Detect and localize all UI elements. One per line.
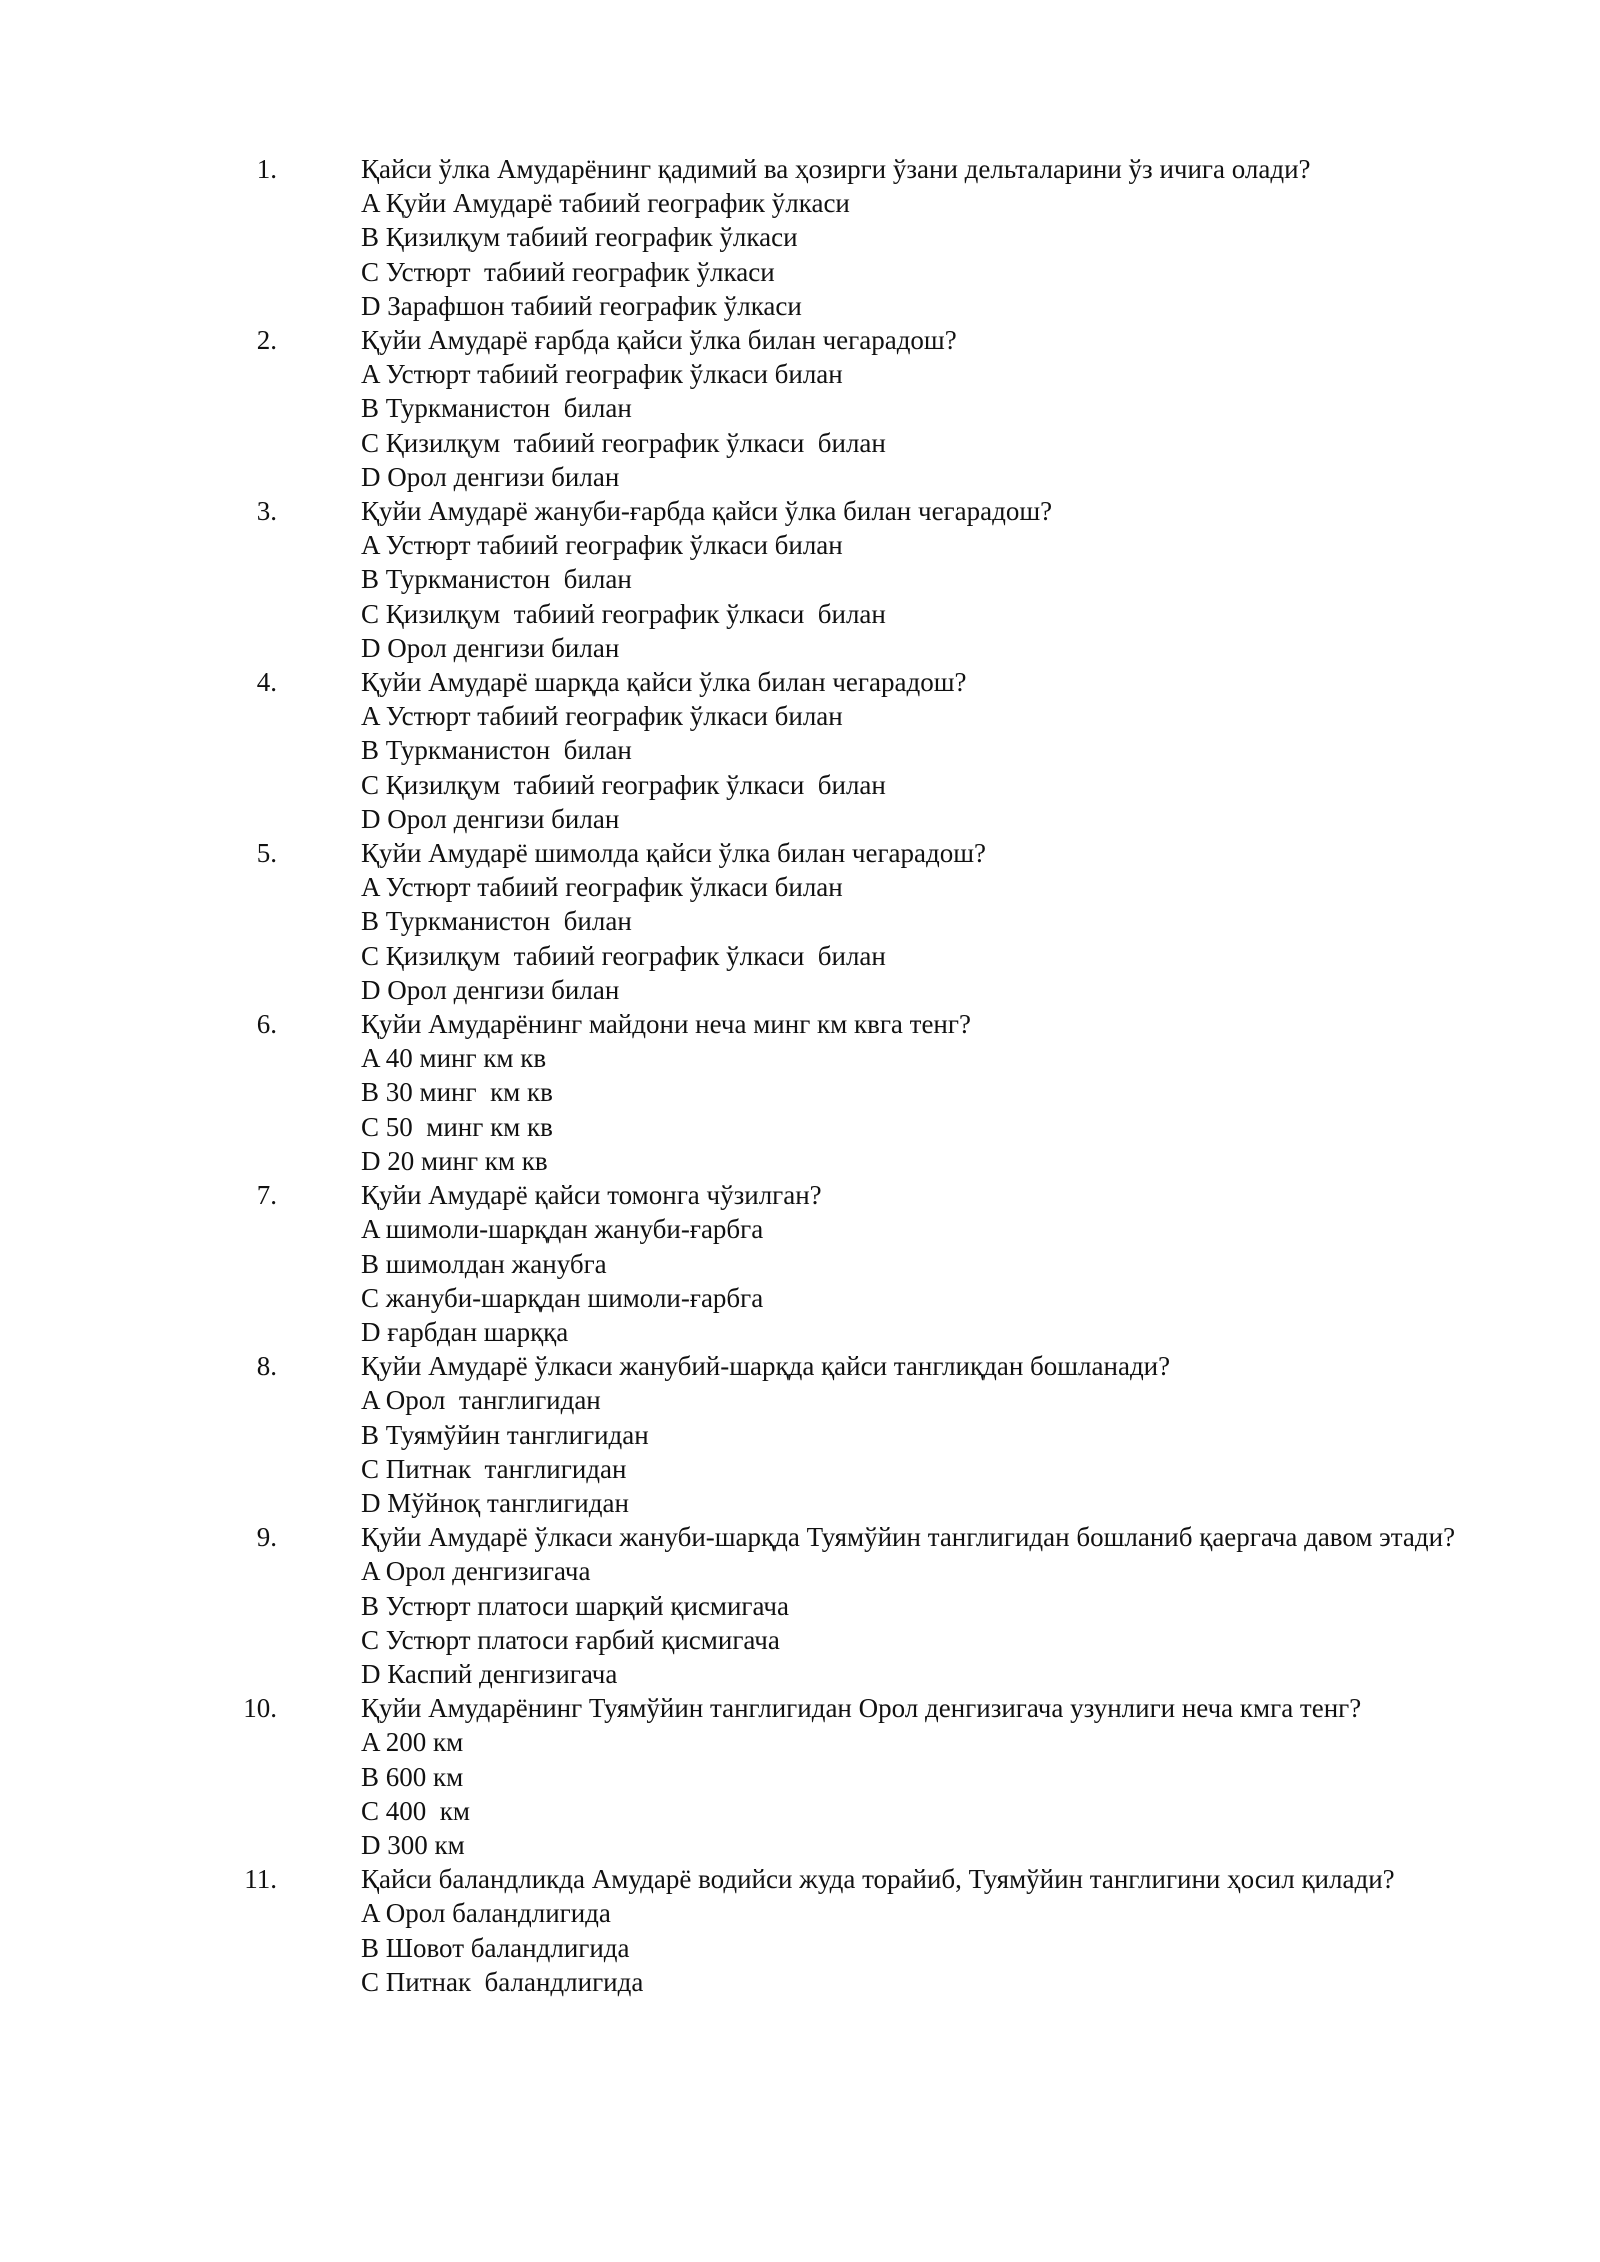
- answer-option: B Туркманистон билан: [361, 564, 632, 595]
- answer-option: A Устюрт табиий географик ўлкаси билан: [361, 701, 843, 732]
- question-text: Қуйи Амударёнинг майдони неча минг км квга тенг?: [361, 1009, 971, 1040]
- question-text: Қуйи Амударё жануби-ғарбда қайси ўлка билан чегарадош?: [361, 496, 1053, 527]
- answer-option: C жануби-шарқдан шимоли-ғарбга: [361, 1282, 764, 1313]
- answer-option: B Туямўйин танглигидан: [361, 1419, 649, 1450]
- answer-option: A Қуйи Амударё табиий географик ўлкаси: [361, 188, 850, 219]
- question-item: [0, 1178, 1600, 1349]
- question-body: [361, 152, 1462, 323]
- question-number: 10.: [243, 1693, 277, 1724]
- question-item: [0, 1007, 1600, 1178]
- question-body: [361, 1007, 1462, 1178]
- question-item: [0, 323, 1600, 494]
- question-item: [0, 494, 1600, 665]
- answer-option: D Каспий денгизигача: [361, 1658, 618, 1689]
- answer-option: D Орол денгизи билан: [361, 632, 620, 663]
- answer-option: C Қизилқум табиий географик ўлкаси билан: [361, 769, 886, 800]
- answer-option: C Қизилқум табиий географик ўлкаси билан: [361, 940, 886, 971]
- answer-option: B 30 минг км кв: [361, 1077, 553, 1108]
- answer-option: D Зарафшон табиий географик ўлкаси: [361, 290, 802, 321]
- question-item: [0, 1691, 1600, 1862]
- answer-option: A 40 минг км кв: [361, 1043, 547, 1074]
- answer-option: D Мўйноқ танглигидан: [361, 1487, 629, 1518]
- answer-option: C Қизилқум табиий географик ўлкаси билан: [361, 598, 886, 629]
- question-body: [361, 665, 1462, 836]
- question-text: Қуйи Амударё шимолда қайси ўлка билан чегарадош?: [361, 838, 987, 869]
- answer-option: A Орол баландлигида: [361, 1898, 611, 1929]
- question-number: 1.: [256, 154, 277, 184]
- question-item: [0, 1349, 1600, 1520]
- answer-option: D ғарбдан шарққа: [361, 1316, 569, 1347]
- question-number: 2.: [256, 325, 277, 356]
- question-item: [0, 152, 1600, 323]
- question-item: [0, 1520, 1600, 1691]
- answer-option: B Шовот баландлигида: [361, 1932, 630, 1963]
- answer-option: C Устюрт платоси ғарбий қисмигача: [361, 1624, 780, 1655]
- answer-option: A Орол танглигидан: [361, 1385, 601, 1416]
- answer-option: B Устюрт платоси шарқий қисмигача: [361, 1590, 789, 1621]
- answer-option: D Орол денгизи билан: [361, 974, 620, 1005]
- question-body: [361, 494, 1462, 665]
- answer-option: C Питнак танглигидан: [361, 1453, 627, 1484]
- question-list: [0, 152, 1600, 1999]
- question-number: 9.: [256, 1522, 277, 1553]
- question-item: [0, 665, 1600, 836]
- answer-option: C 400 км: [361, 1795, 470, 1826]
- answer-option: C 50 минг км кв: [361, 1111, 553, 1142]
- answer-option: C Питнак баландлигида: [361, 1966, 644, 1997]
- answer-option: D 20 минг км кв: [361, 1145, 548, 1176]
- question-number: 11.: [244, 1864, 277, 1895]
- question-text: Қайси баландликда Амударё водийси жуда торайиб, Туямўйин танглигини ҳосил қилади?: [361, 1864, 1395, 1895]
- question-number: 3.: [256, 496, 277, 527]
- question-number: 4.: [256, 667, 277, 698]
- question-body: [361, 1349, 1462, 1520]
- question-number: 5.: [256, 838, 277, 869]
- question-item: [0, 836, 1600, 1007]
- question-text: Қуйи Амударё шарқда қайси ўлка билан чегарадош?: [361, 667, 967, 698]
- question-number: 8.: [256, 1351, 277, 1382]
- answer-option: B Туркманистон билан: [361, 393, 632, 424]
- question-body: [361, 836, 1462, 1007]
- answer-option: A Орол денгизигача: [361, 1556, 591, 1587]
- question-number: 6.: [256, 1009, 277, 1040]
- question-text: Қуйи Амударё ғарбда қайси ўлка билан чегарадош?: [361, 325, 957, 356]
- question-text: Қайси ўлка Амударёнинг қадимий ва ҳозирги ўзани дельталарини ўз ичига олади?: [361, 154, 1311, 184]
- answer-option: B шимолдан жанубга: [361, 1248, 607, 1279]
- answer-option: A 200 км: [361, 1727, 464, 1758]
- answer-option: A Устюрт табиий географик ўлкаси билан: [361, 530, 843, 561]
- answer-option: A шимоли-шарқдан жануби-ғарбга: [361, 1214, 764, 1245]
- question-text: Қуйи Амударё ўлкаси жанубий-шарқда қайси танглиқдан бошланади?: [361, 1351, 1171, 1382]
- answer-option: A Устюрт табиий географик ўлкаси билан: [361, 359, 843, 390]
- answer-option: D Орол денгизи билан: [361, 803, 620, 834]
- question-item: [0, 1862, 1600, 1999]
- answer-option: A Устюрт табиий географик ўлкаси билан: [361, 872, 843, 903]
- question-text: Қуйи Амударёнинг Туямўйин танглигидан Орол денгизигача узунлиги неча кмга тенг?: [361, 1693, 1362, 1724]
- answer-option: B Қизилқум табиий географик ўлкаси: [361, 222, 798, 253]
- question-body: [361, 1178, 1462, 1349]
- answer-option: B Туркманистон билан: [361, 735, 632, 766]
- question-text: Қуйи Амударё ўлкаси жануби-шарқда Туямўйин танглигидан бошланиб қаергача давом этади?: [361, 1522, 1456, 1553]
- question-text: Қуйи Амударё қайси томонга чўзилган?: [361, 1180, 822, 1211]
- question-body: [361, 1520, 1462, 1691]
- answer-option: C Қизилқум табиий географик ўлкаси билан: [361, 427, 886, 458]
- question-number: 7.: [256, 1180, 277, 1211]
- answer-option: C Устюрт табиий географик ўлкаси: [361, 256, 775, 287]
- answer-option: B Туркманистон билан: [361, 906, 632, 937]
- answer-option: B 600 км: [361, 1761, 464, 1792]
- answer-option: D 300 км: [361, 1829, 465, 1860]
- question-body: [361, 1862, 1462, 1999]
- answer-option: D Орол денгизи билан: [361, 461, 620, 492]
- question-body: [361, 1691, 1462, 1862]
- question-body: [361, 323, 1462, 494]
